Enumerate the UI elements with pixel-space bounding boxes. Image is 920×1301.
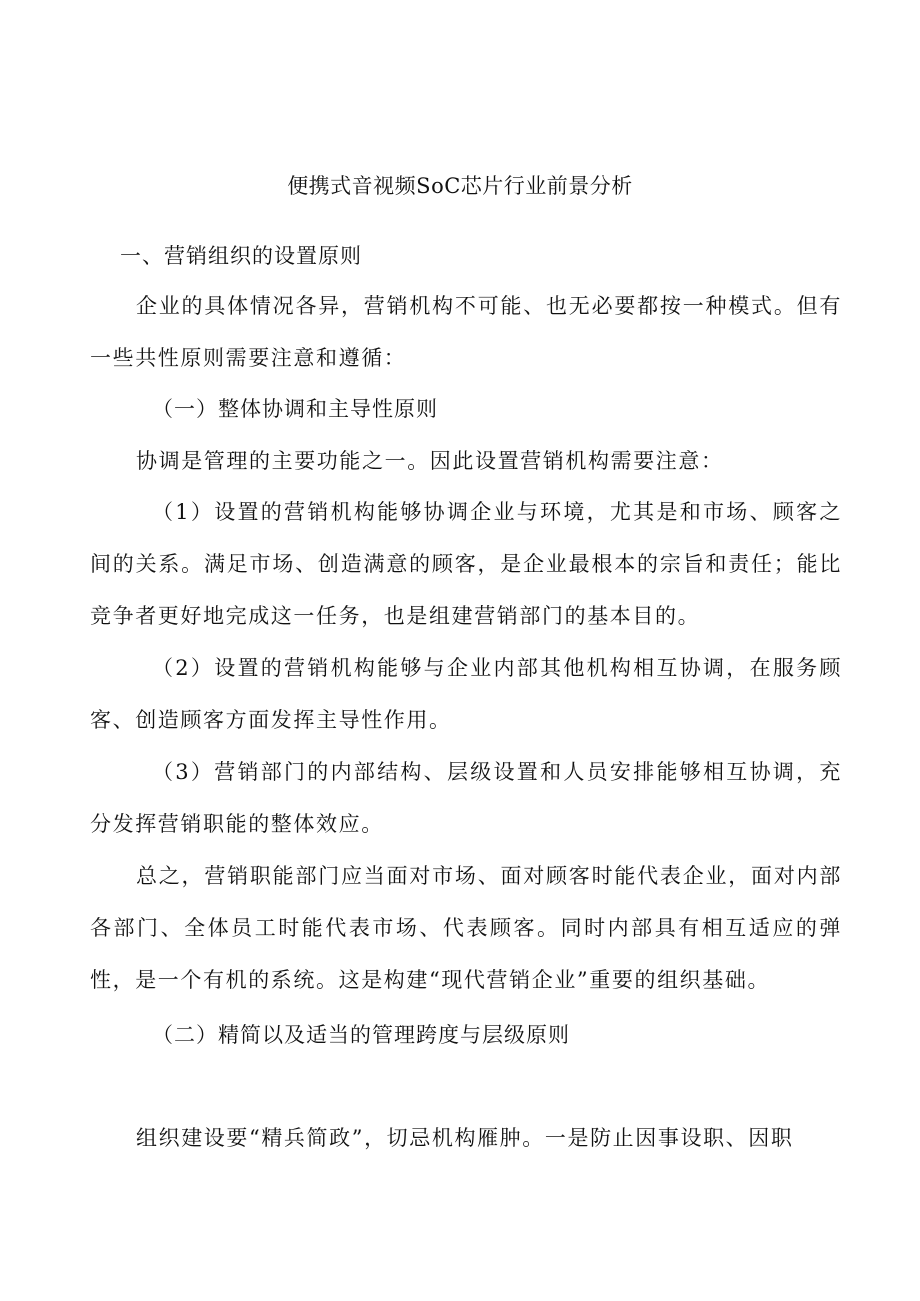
list-item-3: （3）营销部门的内部结构、层级设置和人员安排能够相互协调，充分发挥营销职能的整体效应。 <box>90 760 842 836</box>
section-heading-marketing-organization: 一、营销组织的设置原则 <box>120 244 362 268</box>
subheading-streamline-principle: （二）精简以及适当的管理跨度与层级原则 <box>152 1023 570 1047</box>
paragraph-summary: 总之，营销职能部门应当面对市场、面对顾客时能代表企业，面对内部各部门、全体员工时能代表市场、代表顾客。同时内部具有相互适应的弹性，是一个有机的系统。这是构建“现代营销企业”重要的组织基础。 <box>90 864 842 992</box>
list-item-2: （2）设置的营销机构能够与企业内部其他机构相互协调，在服务顾客、创造顾客方面发挥主导性作用。 <box>90 656 842 732</box>
list-item-1: （1）设置的营销机构能够协调企业与环境，尤其是和市场、顾客之间的关系。满足市场、创造满意的顾客，是企业最根本的宗旨和责任；能比竞争者更好地完成这一任务，也是组建营销部门的基本目的。 <box>90 500 842 628</box>
paragraph-intro: 企业的具体情况各异，营销机构不可能、也无必要都按一种模式。但有一些共性原则需要注意和遵循： <box>90 294 842 370</box>
document-title: 便携式音视频SoC芯片行业前景分析 <box>287 174 633 198</box>
paragraph-coordination: 协调是管理的主要功能之一。因此设置营销机构需要注意： <box>136 449 724 473</box>
paragraph-streamline: 组织建设要“精兵简政”，切忌机构雁肿。一是防止因事设职、因职 <box>136 1126 794 1150</box>
subheading-coordination-principle: （一）整体协调和主导性原则 <box>152 397 438 421</box>
